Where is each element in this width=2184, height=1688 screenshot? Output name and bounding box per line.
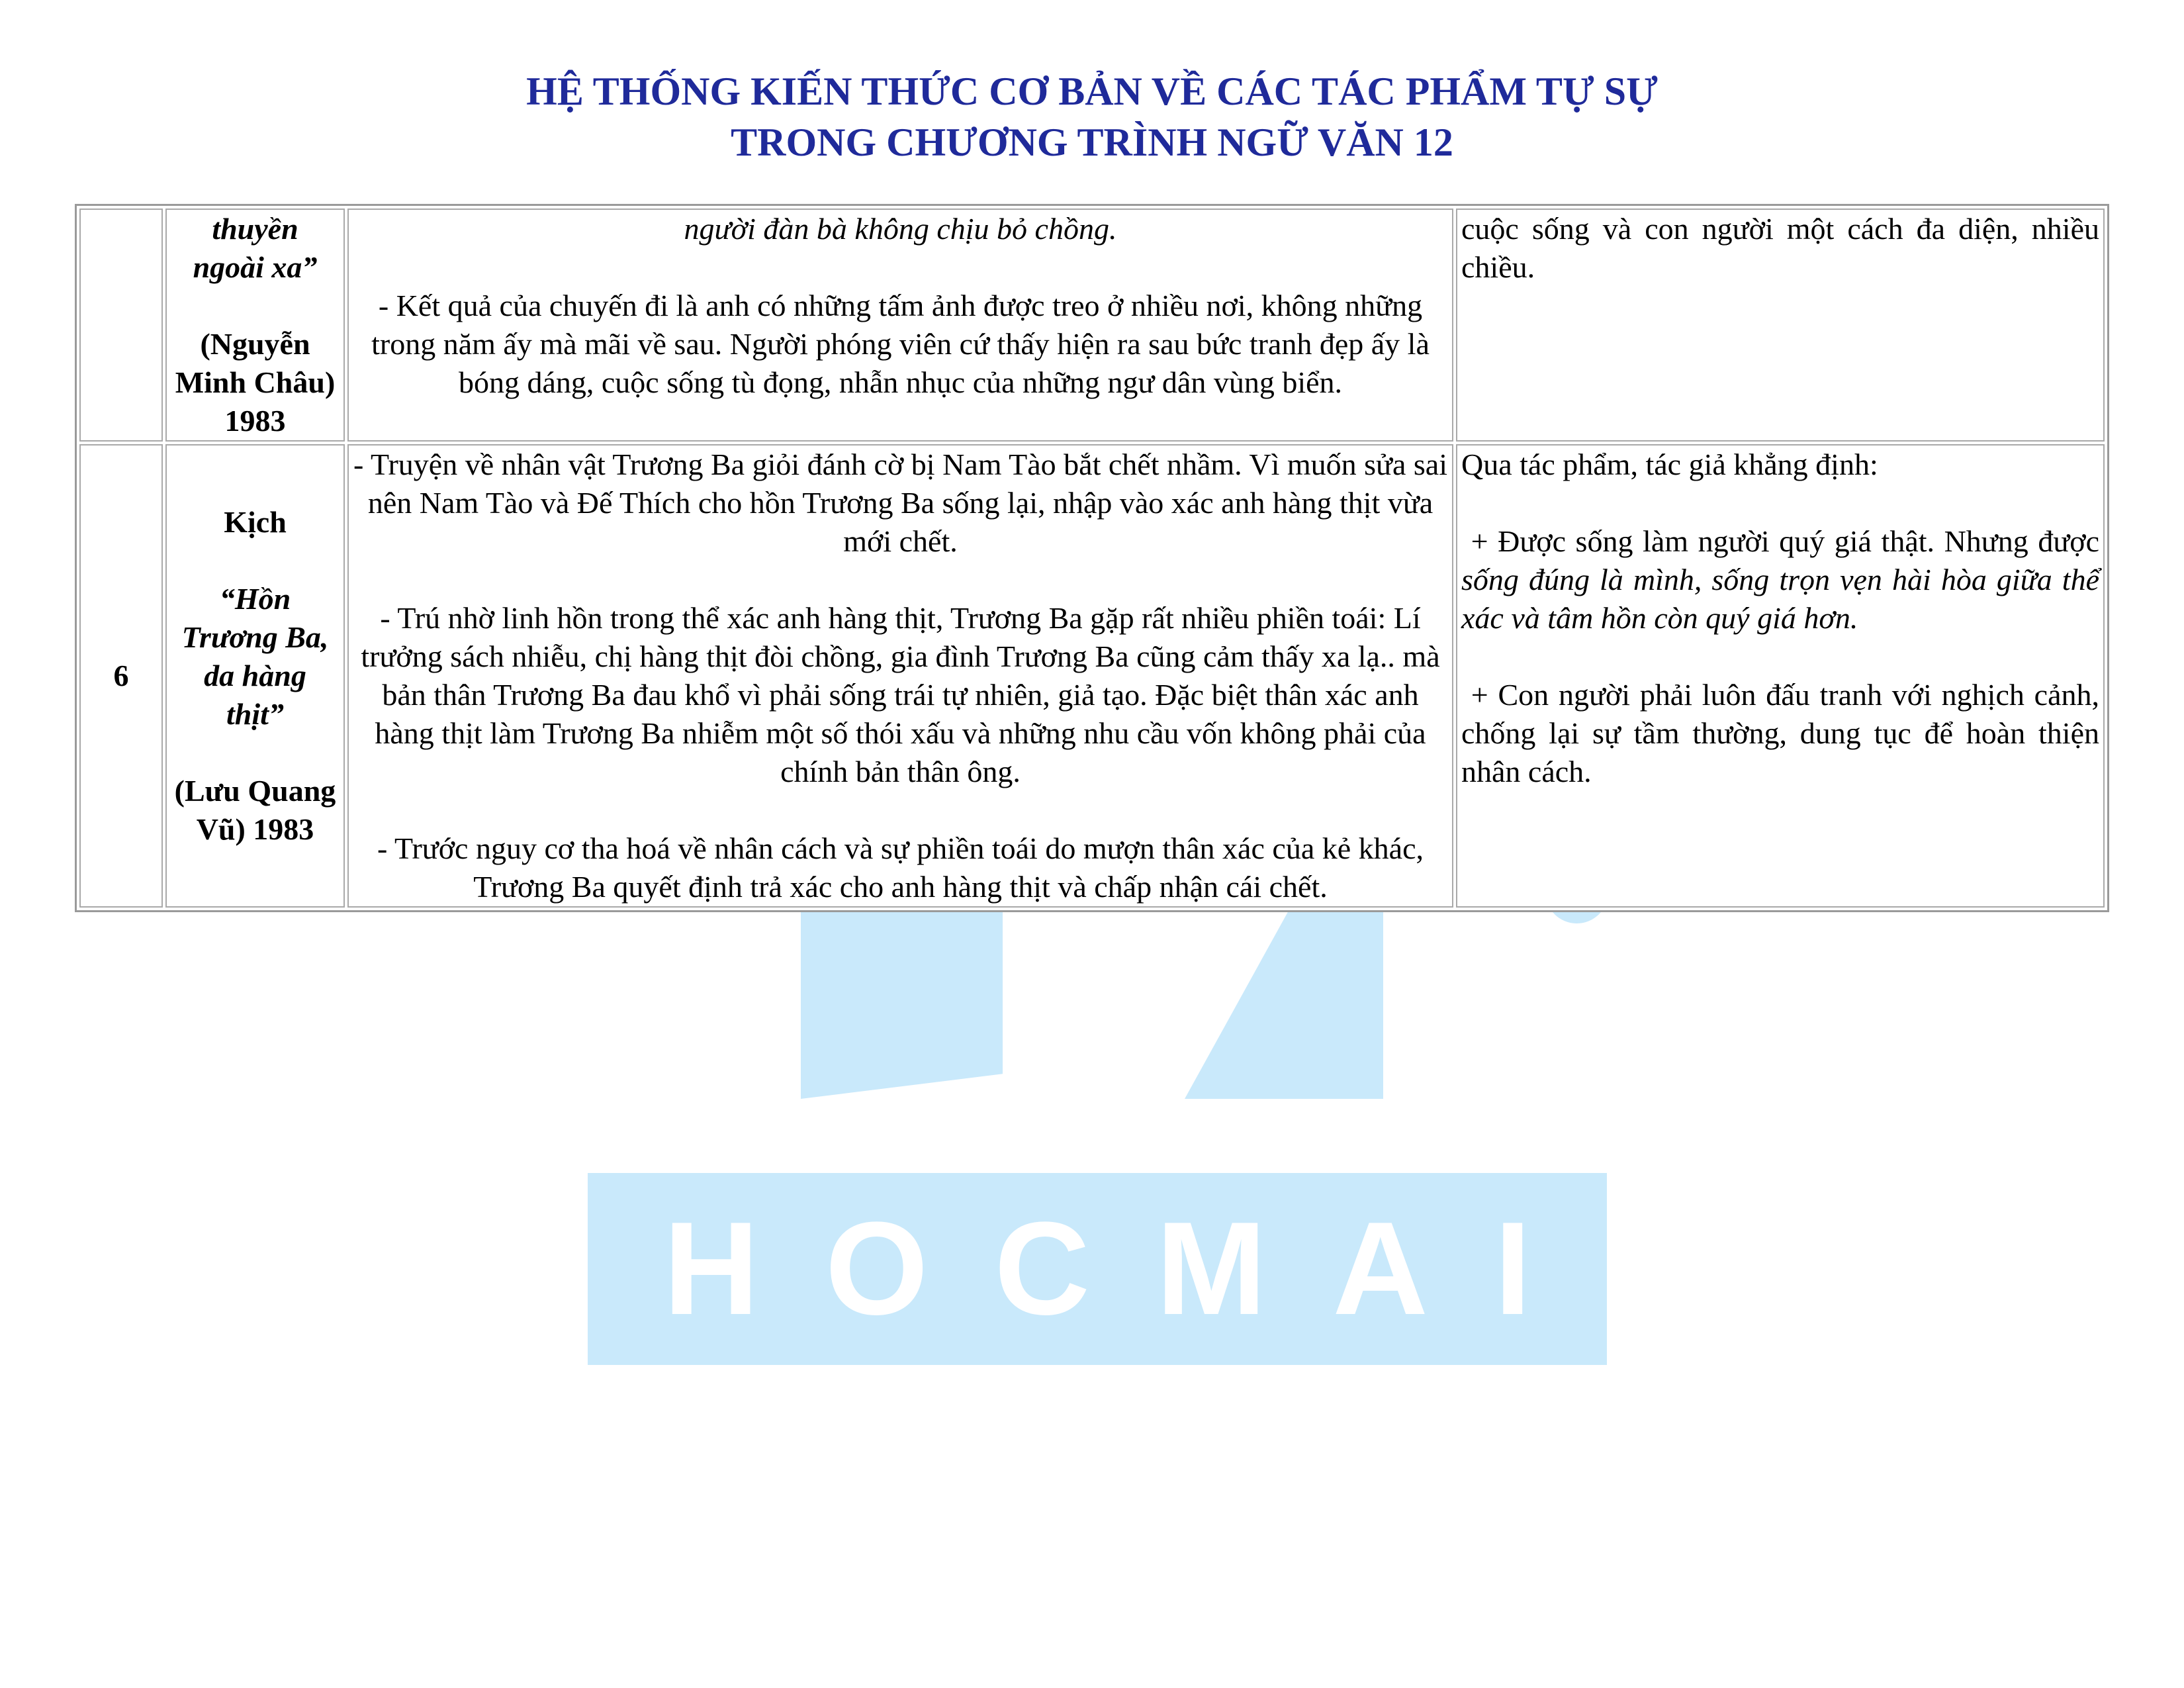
- content-cell: [347, 444, 1453, 908]
- works-table: [75, 204, 2109, 912]
- meaning-intro: Qua tác phẩm, tác giả khẳng định:: [1461, 447, 1878, 481]
- meaning-point-text: + Được sống làm người quý giá thật. Nhưng được: [1471, 524, 2099, 558]
- meaning-point-emphasis: sống đúng là mình, sống trọn vẹn hài hòa giữa thể xác và tâm hồn còn quý giá hơn.: [1461, 563, 2099, 635]
- work-author-line: (Lưu Quang: [174, 774, 336, 808]
- work-title-line: thịt”: [226, 697, 284, 731]
- work-title-line: “Hồn: [219, 582, 291, 616]
- work-cell: [165, 444, 345, 908]
- watermark-logo: [588, 1173, 1607, 1365]
- content-cell: [347, 209, 1453, 442]
- work-title-line: da hàng: [204, 659, 306, 692]
- watermark-text: HOCMAI: [663, 1195, 1598, 1342]
- row-number: 6: [79, 444, 163, 908]
- work-cell: [165, 209, 345, 442]
- page-title-line2: TRONG CHƯƠNG TRÌNH NGỮ VĂN 12: [731, 120, 1453, 164]
- watermark-shape-left: [801, 890, 1003, 1099]
- work-author-line: Minh Châu): [175, 365, 336, 399]
- meaning-paragraph: cuộc sống và con người một cách đa diện, nhiều chiều.: [1461, 212, 2099, 284]
- work-year: 1983: [224, 404, 286, 438]
- work-title-line: Trương Ba,: [181, 620, 329, 654]
- watermark-shape-right: [1185, 890, 1383, 1099]
- meaning-point-text: + Con người phải luôn đấu tranh với nghịch cảnh, chống lại sự tầm thường, dung tục để hoàn thiện nhân cách.: [1461, 678, 2099, 788]
- page-title-line1: HỆ THỐNG KIẾN THỨC CƠ BẢN VỀ CÁC TÁC PHẨM TỰ SỰ: [526, 70, 1658, 113]
- content-paragraph: người đàn bà không chịu bỏ chồng.: [684, 212, 1117, 246]
- work-author-line: (Nguyễn: [200, 327, 310, 361]
- row-number: [79, 209, 163, 442]
- work-title-line: thuyền: [212, 212, 298, 246]
- work-genre: Kịch: [224, 505, 287, 539]
- table-row: [79, 209, 2105, 442]
- work-title-line: ngoài xa”: [193, 250, 318, 284]
- content-paragraph: - Kết quả của chuyến đi là anh có những tấm ảnh được treo ở nhiều nơi, không những trong năm ấy mà mãi về sau. Người phóng viên cứ thấy hiện ra sau bức tranh đẹp ấy là bóng dáng, cuộc sống tù đọng, nhẫn nhục của những ngư dân vùng biển.: [371, 289, 1430, 399]
- meaning-point: [1461, 522, 2099, 637]
- meaning-point: [1461, 676, 2099, 791]
- work-author-line: Vũ) 1983: [196, 812, 314, 846]
- meaning-cell: [1456, 444, 2105, 908]
- table-row: [79, 444, 2105, 908]
- meaning-cell: [1456, 209, 2105, 442]
- content-paragraph: - Trước nguy cơ tha hoá về nhân cách và sự phiền toái do mượn thân xác của kẻ khác, Trương Ba quyết định trả xác cho anh hàng thịt và chấp nhận cái chết.: [377, 831, 1424, 904]
- content-paragraph: - Trú nhờ linh hồn trong thể xác anh hàng thịt, Trương Ba gặp rất nhiều phiền toái: Lí trưởng sách nhiễu, chị hàng thịt đòi chồng, gia đình Trương Ba cũng cảm thấy xa lạ.. mà bản thân Trương Ba đau khổ vì phải sống trái tự nhiên, giả tạo. Đặc biệt thân xác anh hàng thịt làm Trương Ba nhiễm một số thói xấu và những nhu cầu vốn không phải của chính bản thân ông.: [361, 601, 1440, 788]
- content-paragraph: - Truyện về nhân vật Trương Ba giỏi đánh cờ bị Nam Tào bắt chết nhầm. Vì muốn sửa sai nên Nam Tào và Đế Thích cho hồn Trương Ba sống lại, nhập vào xác anh hàng thịt vừa mới chết.: [353, 447, 1447, 558]
